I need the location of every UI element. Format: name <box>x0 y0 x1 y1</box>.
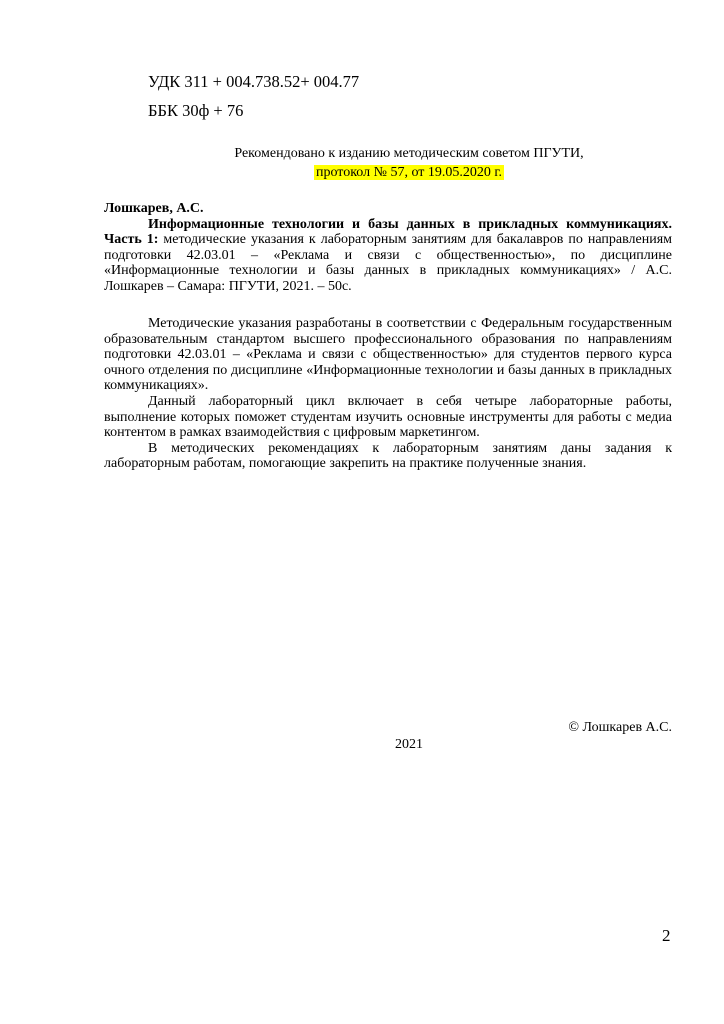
bbk-code: ББК 30ф + 76 <box>148 101 244 120</box>
recommendation-line: Рекомендовано к изданию методическим советом ПГУТИ, <box>234 146 584 161</box>
protocol-line <box>0 165 724 181</box>
copyright-notice: © Лошкарев А.С. <box>568 720 672 735</box>
protocol-highlight: протокол № 57, от 19.05.2020 г. <box>315 165 503 180</box>
annotation-paragraph: Данный лабораторный цикл включает в себя четыре лабораторные работы, выполнение которых поможет студентам изучить основные инструменты для работы с медиа контентом в рамках взаимодействия с цифровым маркетингом. <box>104 393 672 441</box>
bibliography-description <box>104 217 672 295</box>
annotation-paragraph: В методических рекомендациях к лабораторным занятиям даны задания к лабораторным работам, помогающие закрепить на практике полученные знания. <box>104 440 672 472</box>
author-line <box>104 201 672 217</box>
author-name: Лошкарев, А.С. <box>104 201 204 216</box>
udk-code: УДК 311 + 004.738.52+ 004.77 <box>148 72 360 91</box>
book-title: Информационные технологии и базы данных в прикладных коммуникациях. Часть 1: <box>104 216 672 248</box>
publication-year: 2021 <box>395 737 423 752</box>
annotation-paragraph: Методические указания разработаны в соответствии с Федеральным государственным образовательным стандартом высшего профессионального образования по направлениям подготовки 42.03.01 – «Реклама и связи с общественностью» для студентов первого курса очного отделения по дисциплине «Информационные технологии и базы данных в прикладных коммуникациях». <box>104 316 672 394</box>
page-number: 2 <box>662 926 671 945</box>
bibliographic-record <box>104 201 672 295</box>
annotation-block <box>104 316 672 472</box>
bibliography-rest: методические указания к лабораторным занятиям для бакалавров по направлениям подготовки 42.03.01 – «Реклама и связи с общественностью», по дисциплине «Информационные технологии и базы данных в прикладных коммуникациях» / А.С. Лошкарев – Самара: ПГУТИ, 2021. – 50с. <box>104 232 672 294</box>
